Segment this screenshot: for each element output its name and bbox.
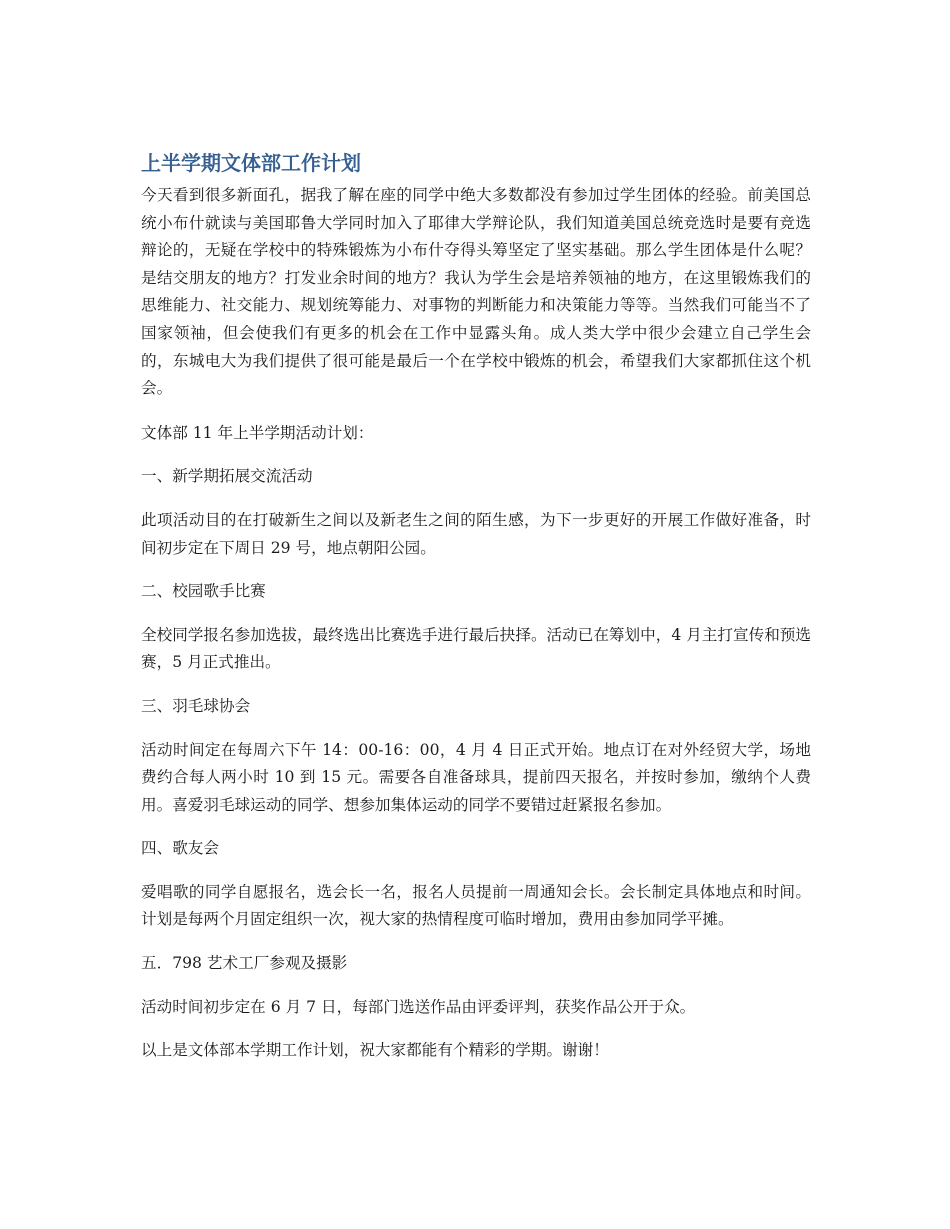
section-heading-3: 三、羽毛球协会	[141, 696, 251, 715]
section-heading-4: 四、歌友会	[141, 839, 219, 858]
document-page	[141, 148, 811, 1081]
document-title: 上半学期文体部工作计划	[141, 151, 361, 175]
closing-paragraph: 以上是文体部本学期工作计划，祝大家都能有个精彩的学期。谢谢！	[141, 1041, 609, 1060]
section-body-5: 活动时间初步定在 6 月 7 日，每部门选送作品由评委评判，获奖作品公开于众。	[141, 997, 696, 1016]
intro-paragraph: 今天看到很多新面孔，据我了解在座的同学中绝大多数都没有参加过学生团体的经验。前美国总统小布什就读与美国耶鲁大学同时加入了耶律大学辩论队，我们知道美国总统竞选时是要有竞选辩论的，无疑在学校中的特殊锻炼为小布什夺得头筹坚定了坚实基础。那么学生团体是什么呢？是结交朋友的地方？打发业余时间的地方？我认为学生会是培养领袖的地方，在这里锻炼我们的思维能力、社交能力、规划统筹能力、对事物的判断能力和决策能力等等。当然我们可能当不了国家领袖，但会使我们有更多的机会在工作中显露头角。成人类大学中很少会建立自己学生会的，东城电大为我们提供了很可能是最后一个在学校中锻炼的机会，希望我们大家都抓住这个机会。	[141, 186, 811, 398]
section-body-3: 活动时间定在每周六下午 14：00-16：00，4 月 4 日正式开始。地点订在对外经贸大学，场地费约合每人两小时 10 到 15 元。需要各自准备球具，提前四天报名，并按时参加，缴纳个人费用。喜爱羽毛球运动的同学、想参加集体运动的同学不要错过赶紧报名参加。	[141, 740, 811, 814]
section-body-1: 此项活动目的在打破新生之间以及新老生之间的陌生感，为下一步更好的开展工作做好准备，时间初步定在下周日 29 号，地点朝阳公园。	[141, 510, 811, 557]
section-body-4: 爱唱歌的同学自愿报名，选会长一名，报名人员提前一周通知会长。会长制定具体地点和时间。计划是每两个月固定组织一次，视大家的热情程度可临时增加，费用由参加同学平摊。	[141, 882, 811, 929]
section-heading-2: 二、校园歌手比赛	[141, 582, 266, 601]
plan-heading: 文体部 11 年上半学期活动计划：	[141, 423, 374, 442]
section-heading-5: 五．798 艺术工厂参观及摄影	[141, 954, 348, 973]
section-body-2: 全校同学报名参加选拔，最终选出比赛选手进行最后抉择。活动已在筹划中，4 月主打宣传和预选赛，5 月正式推出。	[141, 625, 811, 672]
section-heading-1: 一、新学期拓展交流活动	[141, 467, 313, 486]
